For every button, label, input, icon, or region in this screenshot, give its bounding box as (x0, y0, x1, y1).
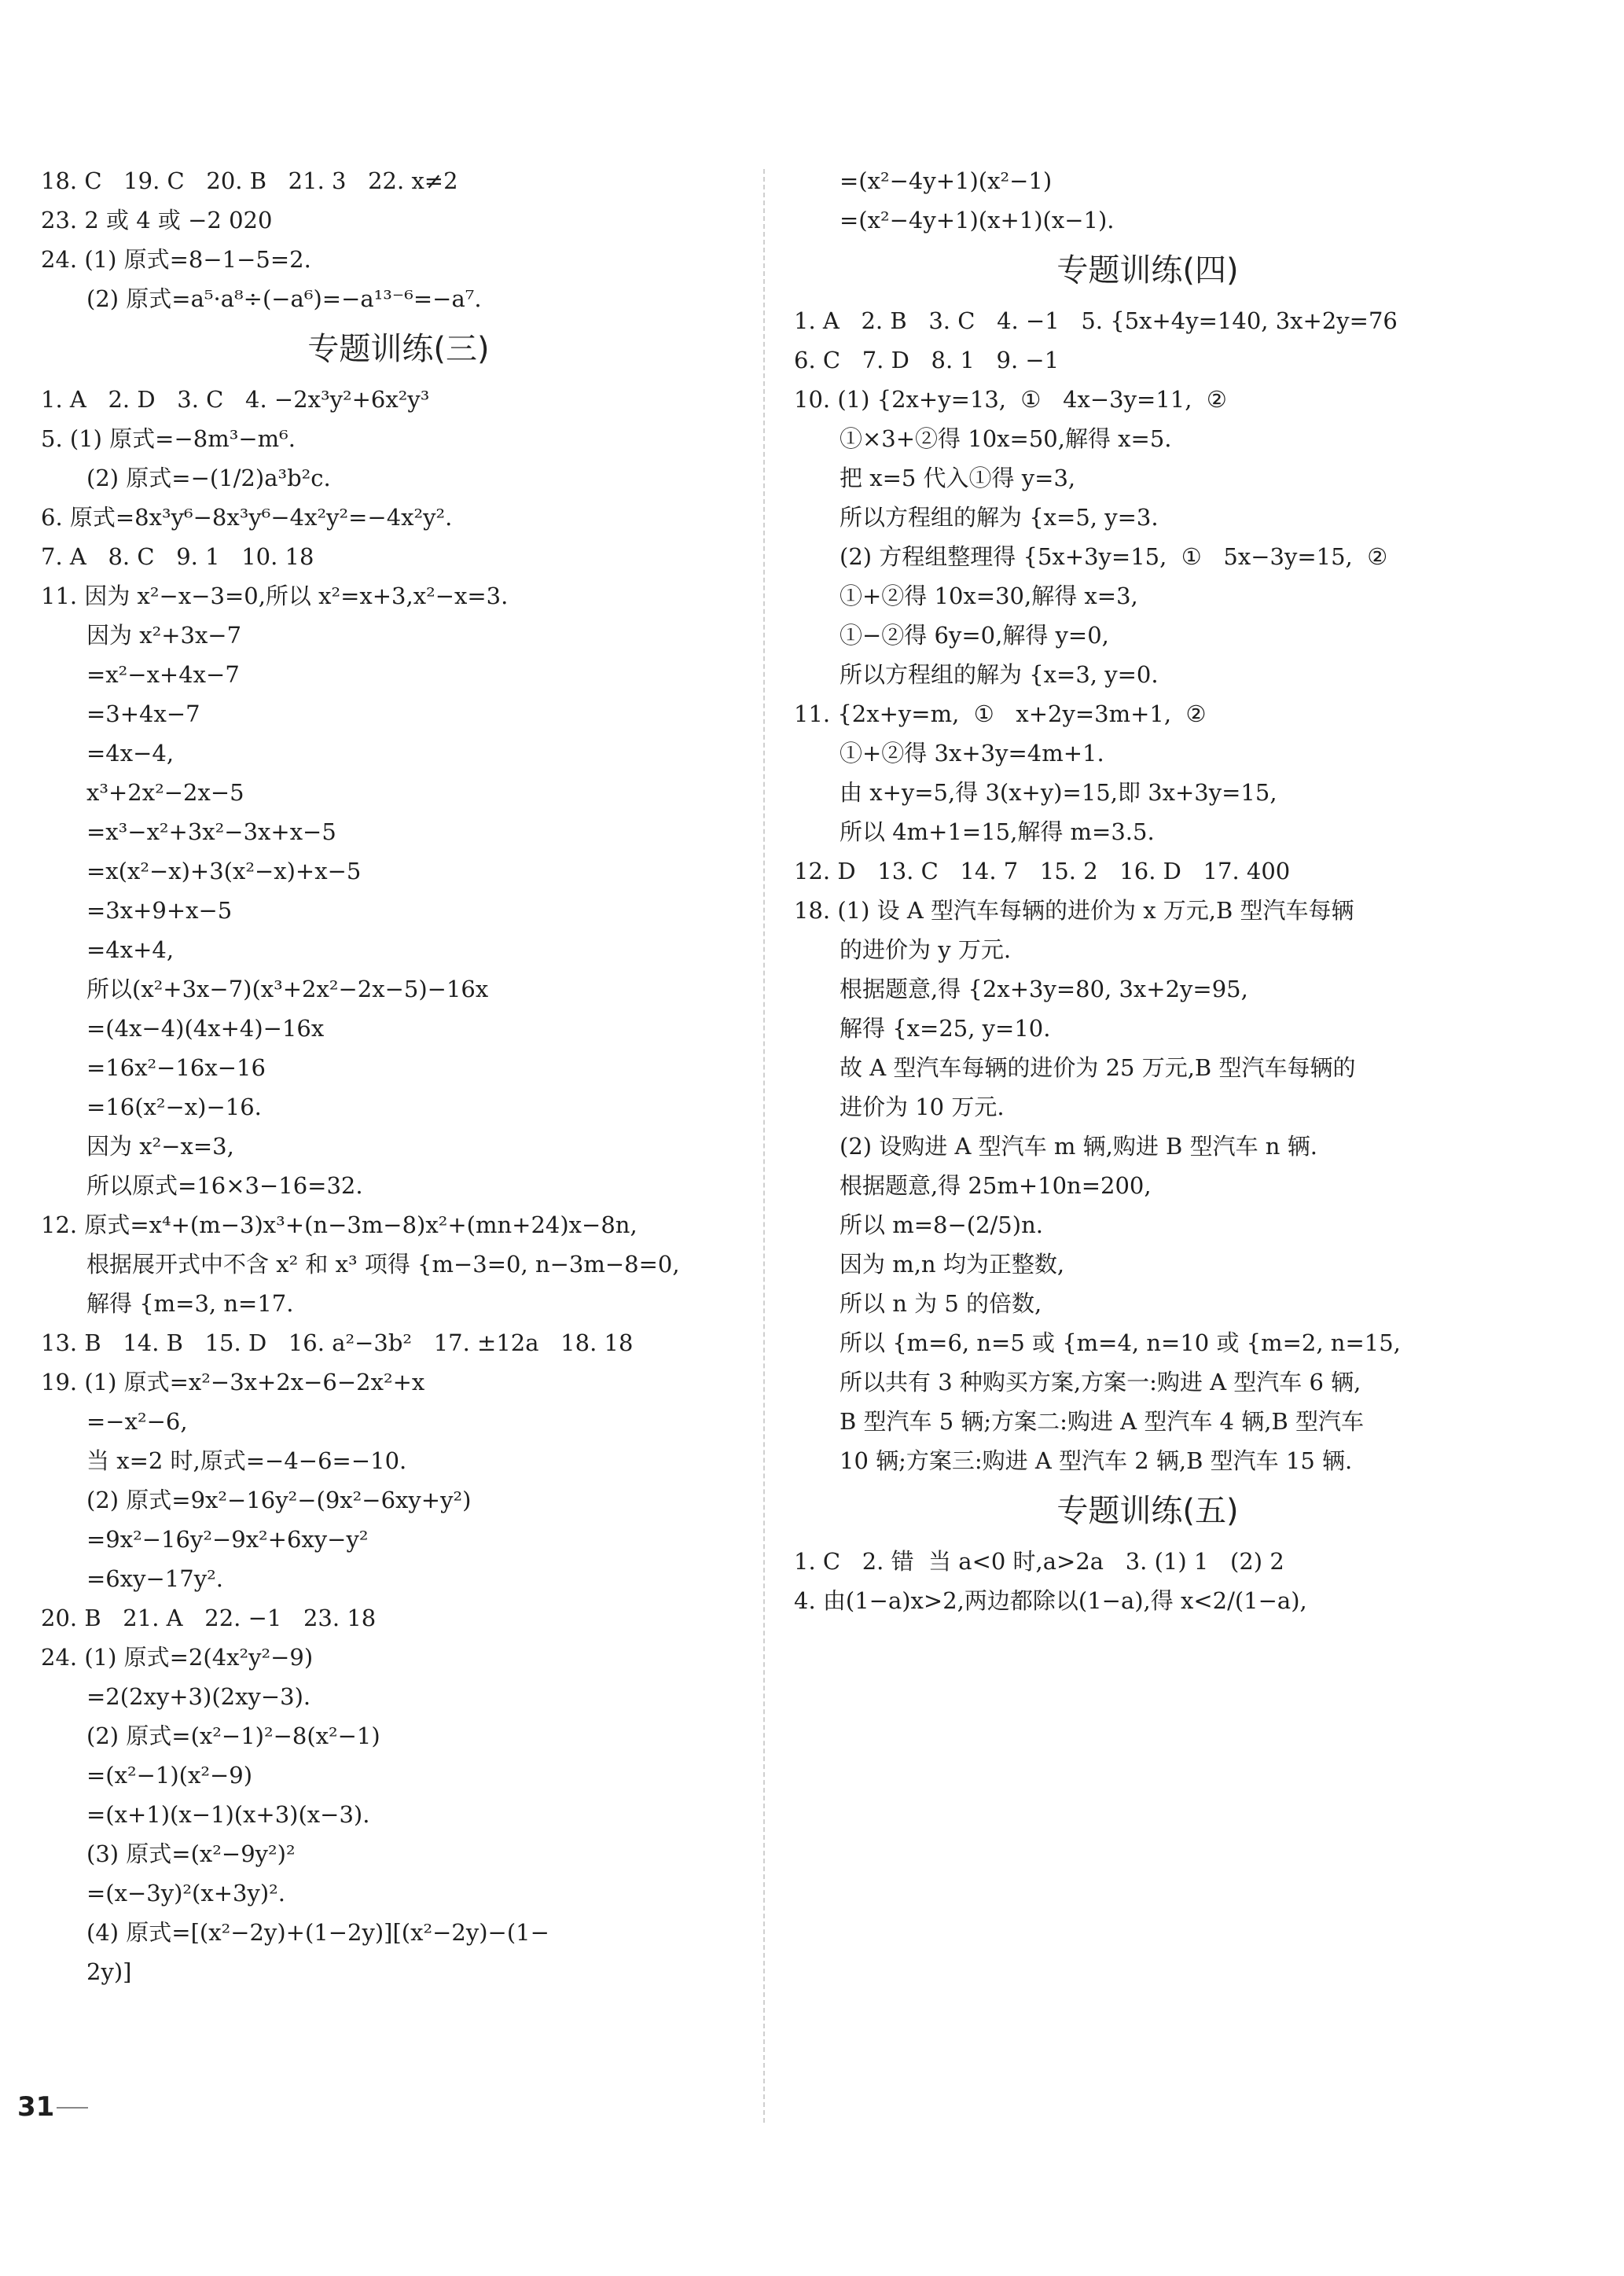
answer-line: =4x−4, (86, 740, 175, 767)
answer-line: 所以(x²+3x−7)(x³+2x²−2x−5)−16x (86, 976, 489, 1002)
column-divider (763, 169, 765, 2123)
answer-line: 11. 因为 x²−x−3=0,所以 x²=x+3,x²−x=3. (41, 583, 509, 609)
answer-line: =3+4x−7 (86, 700, 200, 727)
answer-line: ①−②得 6y=0,解得 y=0, (840, 622, 1109, 649)
answer-line: 所以 m=8−(2/5)n. (840, 1212, 1043, 1238)
answer-line: 6. 原式=8x³y⁶−8x³y⁶−4x²y²=−4x²y². (41, 504, 453, 531)
answer-line: 11. {2x+y=m, ① x+2y=3m+1, ② (794, 700, 1207, 727)
answer-line: 所以方程组的解为 {x=5, y=3. (840, 504, 1159, 531)
answer-line: (2) 方程组整理得 {5x+3y=15, ① 5x−3y=15, ② (840, 543, 1388, 570)
answer-line: 23. 2 或 4 或 −2 020 (41, 207, 273, 233)
answer-line: =(x²−4y+1)(x²−1) (840, 167, 1053, 194)
answer-line: (2) 原式=a⁵·a⁸÷(−a⁶)=−a¹³⁻⁶=−a⁷. (86, 285, 482, 312)
answer-line: 故 A 型汽车每辆的进价为 25 万元,B 型汽车每辆的 (840, 1054, 1356, 1081)
answer-line: =(x²−4y+1)(x+1)(x−1). (840, 207, 1115, 233)
answer-line: ①+②得 10x=30,解得 x=3, (840, 583, 1138, 609)
answer-line: 1. C 2. 错 当 a<0 时,a>2a 3. (1) 1 (2) 2 (794, 1548, 1284, 1575)
answer-line: 5. (1) 原式=−8m³−m⁶. (41, 425, 296, 452)
answer-line: =−x²−6, (86, 1408, 188, 1435)
answer-line: 1. A 2. B 3. C 4. −1 5. {5x+4y=140, 3x+2y=76 (794, 307, 1398, 334)
answer-line: 19. (1) 原式=x²−3x+2x−6−2x²+x (41, 1369, 425, 1395)
answer-line: 所以 4m+1=15,解得 m=3.5. (840, 818, 1155, 845)
answer-line: 因为 x²−x=3, (86, 1133, 234, 1160)
answer-line: ①×3+②得 10x=50,解得 x=5. (840, 425, 1172, 452)
answer-line: (2) 设购进 A 型汽车 m 辆,购进 B 型汽车 n 辆. (840, 1133, 1317, 1160)
answer-line: 12. 原式=x⁴+(m−3)x³+(n−3m−8)x²+(mn+24)x−8n, (41, 1212, 637, 1238)
answer-line: 进价为 10 万元. (840, 1094, 1005, 1120)
answer-line: =4x+4, (86, 936, 175, 963)
answer-line: 因为 m,n 均为正整数, (840, 1251, 1065, 1278)
answer-line: 2y)] (86, 1958, 132, 1985)
answer-line: 根据题意,得 25m+10n=200, (840, 1172, 1152, 1199)
answer-line: (2) 原式=(x²−1)²−8(x²−1) (86, 1723, 380, 1749)
answer-line: 根据展开式中不含 x² 和 x³ 项得 {m−3=0, n−3m−8=0, (86, 1251, 680, 1278)
answer-line: =(4x−4)(4x+4)−16x (86, 1015, 325, 1042)
right-column (794, 161, 1501, 1620)
answer-line: 12. D 13. C 14. 7 15. 2 16. D 17. 400 (794, 858, 1291, 884)
answer-line: =(x−3y)²(x+3y)². (86, 1880, 285, 1906)
answer-line: 20. B 21. A 22. −1 23. 18 (41, 1605, 377, 1631)
answer-line: (3) 原式=(x²−9y²)² (86, 1840, 296, 1867)
answer-line: =16(x²−x)−16. (86, 1094, 262, 1120)
answer-line: 所以 {m=6, n=5 或 {m=4, n=10 或 {m=2, n=15, (840, 1329, 1401, 1356)
answer-line: 所以 n 为 5 的倍数, (840, 1290, 1042, 1317)
answer-line: =9x²−16y²−9x²+6xy−y² (86, 1526, 369, 1553)
answer-line: 24. (1) 原式=2(4x²y²−9) (41, 1644, 314, 1671)
answer-line: (2) 原式=−(1/2)a³b²c. (86, 465, 331, 491)
answer-line: 因为 x²+3x−7 (86, 622, 242, 649)
answer-line: 6. C 7. D 8. 1 9. −1 (794, 347, 1060, 373)
answer-line: 18. (1) 设 A 型汽车每辆的进价为 x 万元,B 型汽车每辆 (794, 897, 1354, 924)
answer-line: 把 x=5 代入①得 y=3, (840, 465, 1076, 491)
section-title: 专题训练(四) (1056, 252, 1239, 289)
answer-line: 1. A 2. D 3. C 4. −2x³y²+6x²y³ (41, 386, 430, 413)
answer-line: 10 辆;方案三:购进 A 型汽车 2 辆,B 型汽车 15 辆. (840, 1447, 1353, 1474)
answer-line: =3x+9+x−5 (86, 897, 233, 924)
answer-line: 解得 {m=3, n=17. (86, 1290, 294, 1317)
section-title: 专题训练(五) (1056, 1493, 1239, 1529)
answer-line: 所以方程组的解为 {x=3, y=0. (840, 661, 1159, 688)
answer-line: =x³−x²+3x²−3x+x−5 (86, 818, 336, 845)
answer-line: 10. (1) {2x+y=13, ① 4x−3y=11, ② (794, 386, 1227, 413)
answer-line: =x²−x+4x−7 (86, 661, 240, 688)
page-number-rule (57, 2107, 88, 2109)
answer-line: =2(2xy+3)(2xy−3). (86, 1683, 311, 1710)
answer-line: 解得 {x=25, y=10. (840, 1015, 1051, 1042)
answer-line: 7. A 8. C 9. 1 10. 18 (41, 543, 314, 570)
answer-line: =x(x²−x)+3(x²−x)+x−5 (86, 858, 362, 884)
answer-line: 所以共有 3 种购买方案,方案一:购进 A 型汽车 6 辆, (840, 1369, 1361, 1395)
answer-line: 18. C 19. C 20. B 21. 3 22. x≠2 (41, 167, 458, 194)
answer-line: 当 x=2 时,原式=−4−6=−10. (86, 1447, 407, 1474)
answer-line: 的进价为 y 万元. (840, 936, 1012, 963)
answer-line: =(x²−1)(x²−9) (86, 1762, 253, 1789)
section-title: 专题训练(三) (307, 331, 490, 367)
answer-line: (4) 原式=[(x²−2y)+(1−2y)][(x²−2y)−(1− (86, 1919, 549, 1946)
answer-line: (2) 原式=9x²−16y²−(9x²−6xy+y²) (86, 1487, 472, 1513)
answer-line: 13. B 14. B 15. D 16. a²−3b² 17. ±12a 18. 18 (41, 1329, 634, 1356)
answer-line: =16x²−16x−16 (86, 1054, 266, 1081)
answer-line: 所以原式=16×3−16=32. (86, 1172, 363, 1199)
answer-line: 根据题意,得 {2x+3y=80, 3x+2y=95, (840, 976, 1248, 1002)
answer-line: =6xy−17y². (86, 1565, 223, 1592)
answer-line: 由 x+y=5,得 3(x+y)=15,即 3x+3y=15, (840, 779, 1277, 806)
answer-line: B 型汽车 5 辆;方案二:购进 A 型汽车 4 辆,B 型汽车 (840, 1408, 1364, 1435)
left-column (41, 161, 756, 1991)
answer-line: 24. (1) 原式=8−1−5=2. (41, 246, 311, 273)
answer-line: =(x+1)(x−1)(x+3)(x−3). (86, 1801, 370, 1828)
page-number: 31 (17, 2091, 55, 2123)
answer-line: 4. 由(1−a)x>2,两边都除以(1−a),得 x<2/(1−a), (794, 1587, 1307, 1614)
answer-line: x³+2x²−2x−5 (86, 779, 244, 806)
answer-line: ①+②得 3x+3y=4m+1. (840, 740, 1104, 767)
